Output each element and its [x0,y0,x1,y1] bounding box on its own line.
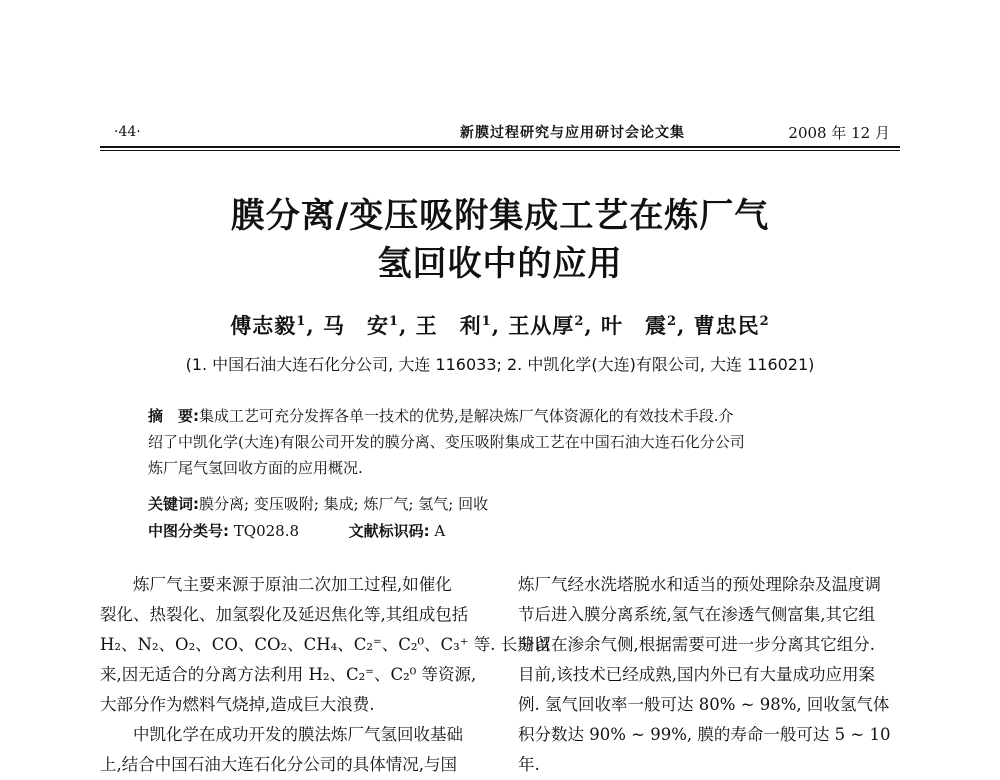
author-affiliation-mark: 2 [574,314,585,329]
author-affiliation-mark: 2 [666,314,678,329]
abstract-text: 炼厂尾气氢回收方面的应用概况. [148,459,363,477]
author-affiliation-mark: 2 [759,314,770,329]
body-line: 目前,该技术已经成熟,国内外已有大量成功应用案 [518,665,875,684]
author: 马 安 [322,313,389,338]
author-affiliation-mark: 1 [296,314,307,329]
keywords-label: 关键词: [148,495,199,513]
paper-title-line-2: 氢回收中的应用 [377,244,623,284]
author: 傅志毅 [230,313,297,338]
author: 叶 震 [600,313,667,338]
body-line: 裂化、热裂化、加氢裂化及延迟焦化等,其组成包括 [100,605,469,624]
body-line: 炼厂气经水洗塔脱水和适当的预处理除杂及温度调 [518,575,881,594]
publication-date: 2008 年 12 月 [788,124,890,142]
keywords [148,493,488,514]
body-line: 上,结合中国石油大连石化分公司的具体情况,与国 [100,755,457,774]
clc-value: TQ028.8 [233,522,300,540]
body-line: H₂、N₂、O₂、CO、CO₂、CH₄、C₂⁼、C₂⁰、C₃⁺ 等. 长期以 [100,635,551,654]
page-number: ·44· [114,124,141,140]
clc-label: 中图分类号: [148,522,229,540]
body-line: 大部分作为燃料气烧掉,造成巨大浪费. [100,695,375,714]
body-line: 炼厂气主要来源于原油二次加工过程,如催化 [133,575,452,594]
body-line: 积分数达 90% ~ 99%, 膜的寿命一般可达 5 ~ 10 [518,725,891,744]
author: 王从厚 [508,313,575,338]
running-header [100,122,900,144]
classification [148,520,445,541]
body-column-left [100,570,551,780]
header-rule-thin [100,150,900,151]
body-line: 年. [518,755,540,774]
body-line: 分留在渗余气侧,根据需要可进一步分离其它组分. [518,635,875,654]
keywords-text: 膜分离; 变压吸附; 集成; 炼厂气; 氢气; 回收 [199,495,489,513]
author: 曹忠民 [693,313,760,338]
doc-code-value: A [434,522,446,540]
body-line: 来,因无适合的分离方法利用 H₂、C₂⁼、C₂⁰ 等资源, [100,665,477,684]
abstract-line-1 [148,403,863,429]
abstract [148,403,863,481]
affiliations: (1. 中国石油大连石化分公司, 大连 116033; 2. 中凯化学(大连)有限公司, 大连 116021) [185,355,815,374]
header-rule-thick [100,146,900,148]
body-line: 节后进入膜分离系统,氢气在渗透气侧富集,其它组 [518,605,875,624]
journal-title: 新膜过程研究与应用研讨会论文集 [460,125,685,141]
paper-title-line-1: 膜分离/变压吸附集成工艺在炼厂气 [230,196,770,236]
author-list: 傅志毅$^1$, 马 安$^1$, 王 利$^1$, 王从厚$^2$, 叶 震$^2$, 曹忠民$^2$ [230,313,770,338]
doc-code-label: 文献标识码: [348,522,430,540]
author: 王 利 [415,313,482,338]
abstract-text: 集成工艺可充分发挥各单一技术的优势,是解决炼厂气体资源化的有效技术手段.介 [199,407,734,425]
abstract-text: 绍了中凯化学(大连)有限公司开发的膜分离、变压吸附集成工艺在中国石油大连石化分公司 [148,433,745,451]
author-affiliation-mark: 1 [481,314,492,329]
body-line: 中凯化学在成功开发的膜法炼厂气氢回收基础 [133,725,463,744]
body-column-right [518,570,898,780]
body-line: 例. 氢气回收率一般可达 80% ~ 98%, 回收氢气体 [518,695,890,714]
abstract-label: 摘 要: [148,407,199,425]
author-affiliation-mark: 1 [388,314,400,329]
